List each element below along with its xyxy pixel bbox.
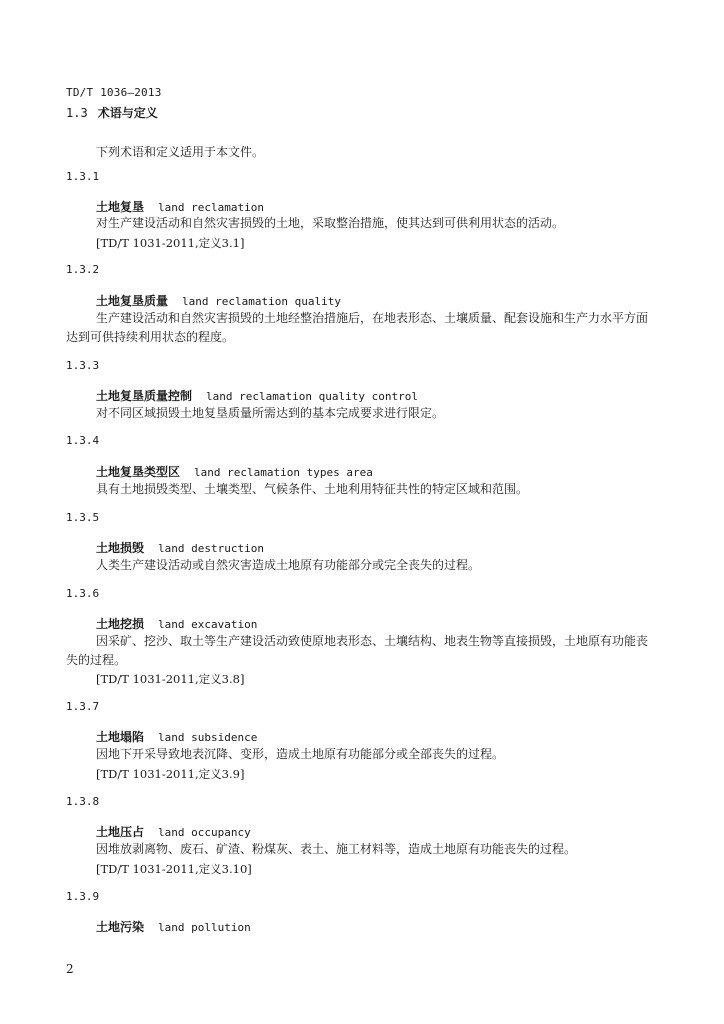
term-definition: 生产建设活动和自然灾害损毁的土地经整治措施后，在地表形态、土壤质量、配套设施和生产力水平方面达到可供持续利用状态的程度。 xyxy=(66,311,649,344)
term-en: land destruction xyxy=(158,542,264,555)
term-zh: 土地污染 xyxy=(96,920,145,934)
entry-number: 1.3.8 xyxy=(66,795,100,808)
term-heading xyxy=(96,615,257,632)
term-definition: 因地下开采导致地表沉降、变形，造成土地原有功能部分或全部丧失的过程。 xyxy=(96,747,505,761)
term-en: land reclamation quality control xyxy=(206,390,418,403)
term-source: [TD/T 1031-2011,定义3.1] xyxy=(96,236,245,250)
term-en: land excavation xyxy=(158,618,258,631)
term-en: land reclamation types area xyxy=(194,466,373,479)
term-zh: 土地挖损 xyxy=(96,617,145,631)
term-source: [TD/T 1031-2011,定义3.8] xyxy=(96,672,245,686)
term-heading xyxy=(96,198,264,215)
section-intro: 下列术语和定义适用于本文件。 xyxy=(96,145,265,159)
document-code: TD/T 1036—2013 xyxy=(66,86,162,99)
term-en: land occupancy xyxy=(158,826,251,839)
term-en: land reclamation quality xyxy=(182,295,341,308)
term-heading xyxy=(96,823,251,840)
page-number: 2 xyxy=(66,962,74,976)
term-heading xyxy=(96,387,418,404)
section-number: 1.3 xyxy=(66,106,88,120)
entry-number: 1.3.1 xyxy=(66,170,100,183)
entry-number: 1.3.2 xyxy=(66,263,100,276)
term-heading xyxy=(96,292,341,309)
entry-number: 1.3.4 xyxy=(66,434,100,447)
term-heading xyxy=(96,463,373,480)
term-definition: 具有土地损毁类型、土壤类型、气候条件、土地利用特征共性的特定区域和范围。 xyxy=(96,482,529,496)
term-zh: 土地复垦 xyxy=(96,200,145,214)
term-zh: 土地复垦类型区 xyxy=(96,465,181,479)
term-en: land pollution xyxy=(158,921,251,934)
term-definition: 对不同区域损毁土地复垦质量所需达到的基本完成要求进行限定。 xyxy=(96,406,445,420)
entry-number: 1.3.3 xyxy=(66,359,100,372)
term-zh: 土地塌陷 xyxy=(96,730,145,744)
section-heading xyxy=(66,104,158,121)
section-title: 术语与定义 xyxy=(97,106,158,120)
term-definition: 因堆放剥离物、废石、矿渣、粉煤灰、表土、施工材料等，造成土地原有功能丧失的过程。 xyxy=(96,842,577,856)
term-source: [TD/T 1031-2011,定义3.10] xyxy=(96,862,252,876)
term-definition: 人类生产建设活动或自然灾害造成土地原有功能部分或完全丧失的过程。 xyxy=(96,558,481,572)
term-zh: 土地复垦质量 xyxy=(96,294,169,308)
term-definition: 因采矿、挖沙、取土等生产建设活动致使原地表形态、土壤结构、地表生物等直接损毁，土地原有功能丧失的过程。 xyxy=(66,634,649,667)
term-zh: 土地压占 xyxy=(96,825,145,839)
term-zh: 土地损毁 xyxy=(96,541,145,555)
entry-number: 1.3.6 xyxy=(66,587,100,600)
term-en: land subsidence xyxy=(158,731,258,744)
entry-number: 1.3.5 xyxy=(66,511,100,524)
term-heading xyxy=(96,918,251,935)
term-heading xyxy=(96,539,264,556)
entry-number: 1.3.7 xyxy=(66,700,100,713)
entry-number: 1.3.9 xyxy=(66,890,100,903)
term-definition: 对生产建设活动和自然灾害损毁的土地，采取整治措施，使其达到可供利用状态的活动。 xyxy=(96,216,565,230)
term-source: [TD/T 1031-2011,定义3.9] xyxy=(96,767,245,781)
term-zh: 土地复垦质量控制 xyxy=(96,389,193,403)
term-en: land reclamation xyxy=(158,201,264,214)
term-heading xyxy=(96,728,257,745)
